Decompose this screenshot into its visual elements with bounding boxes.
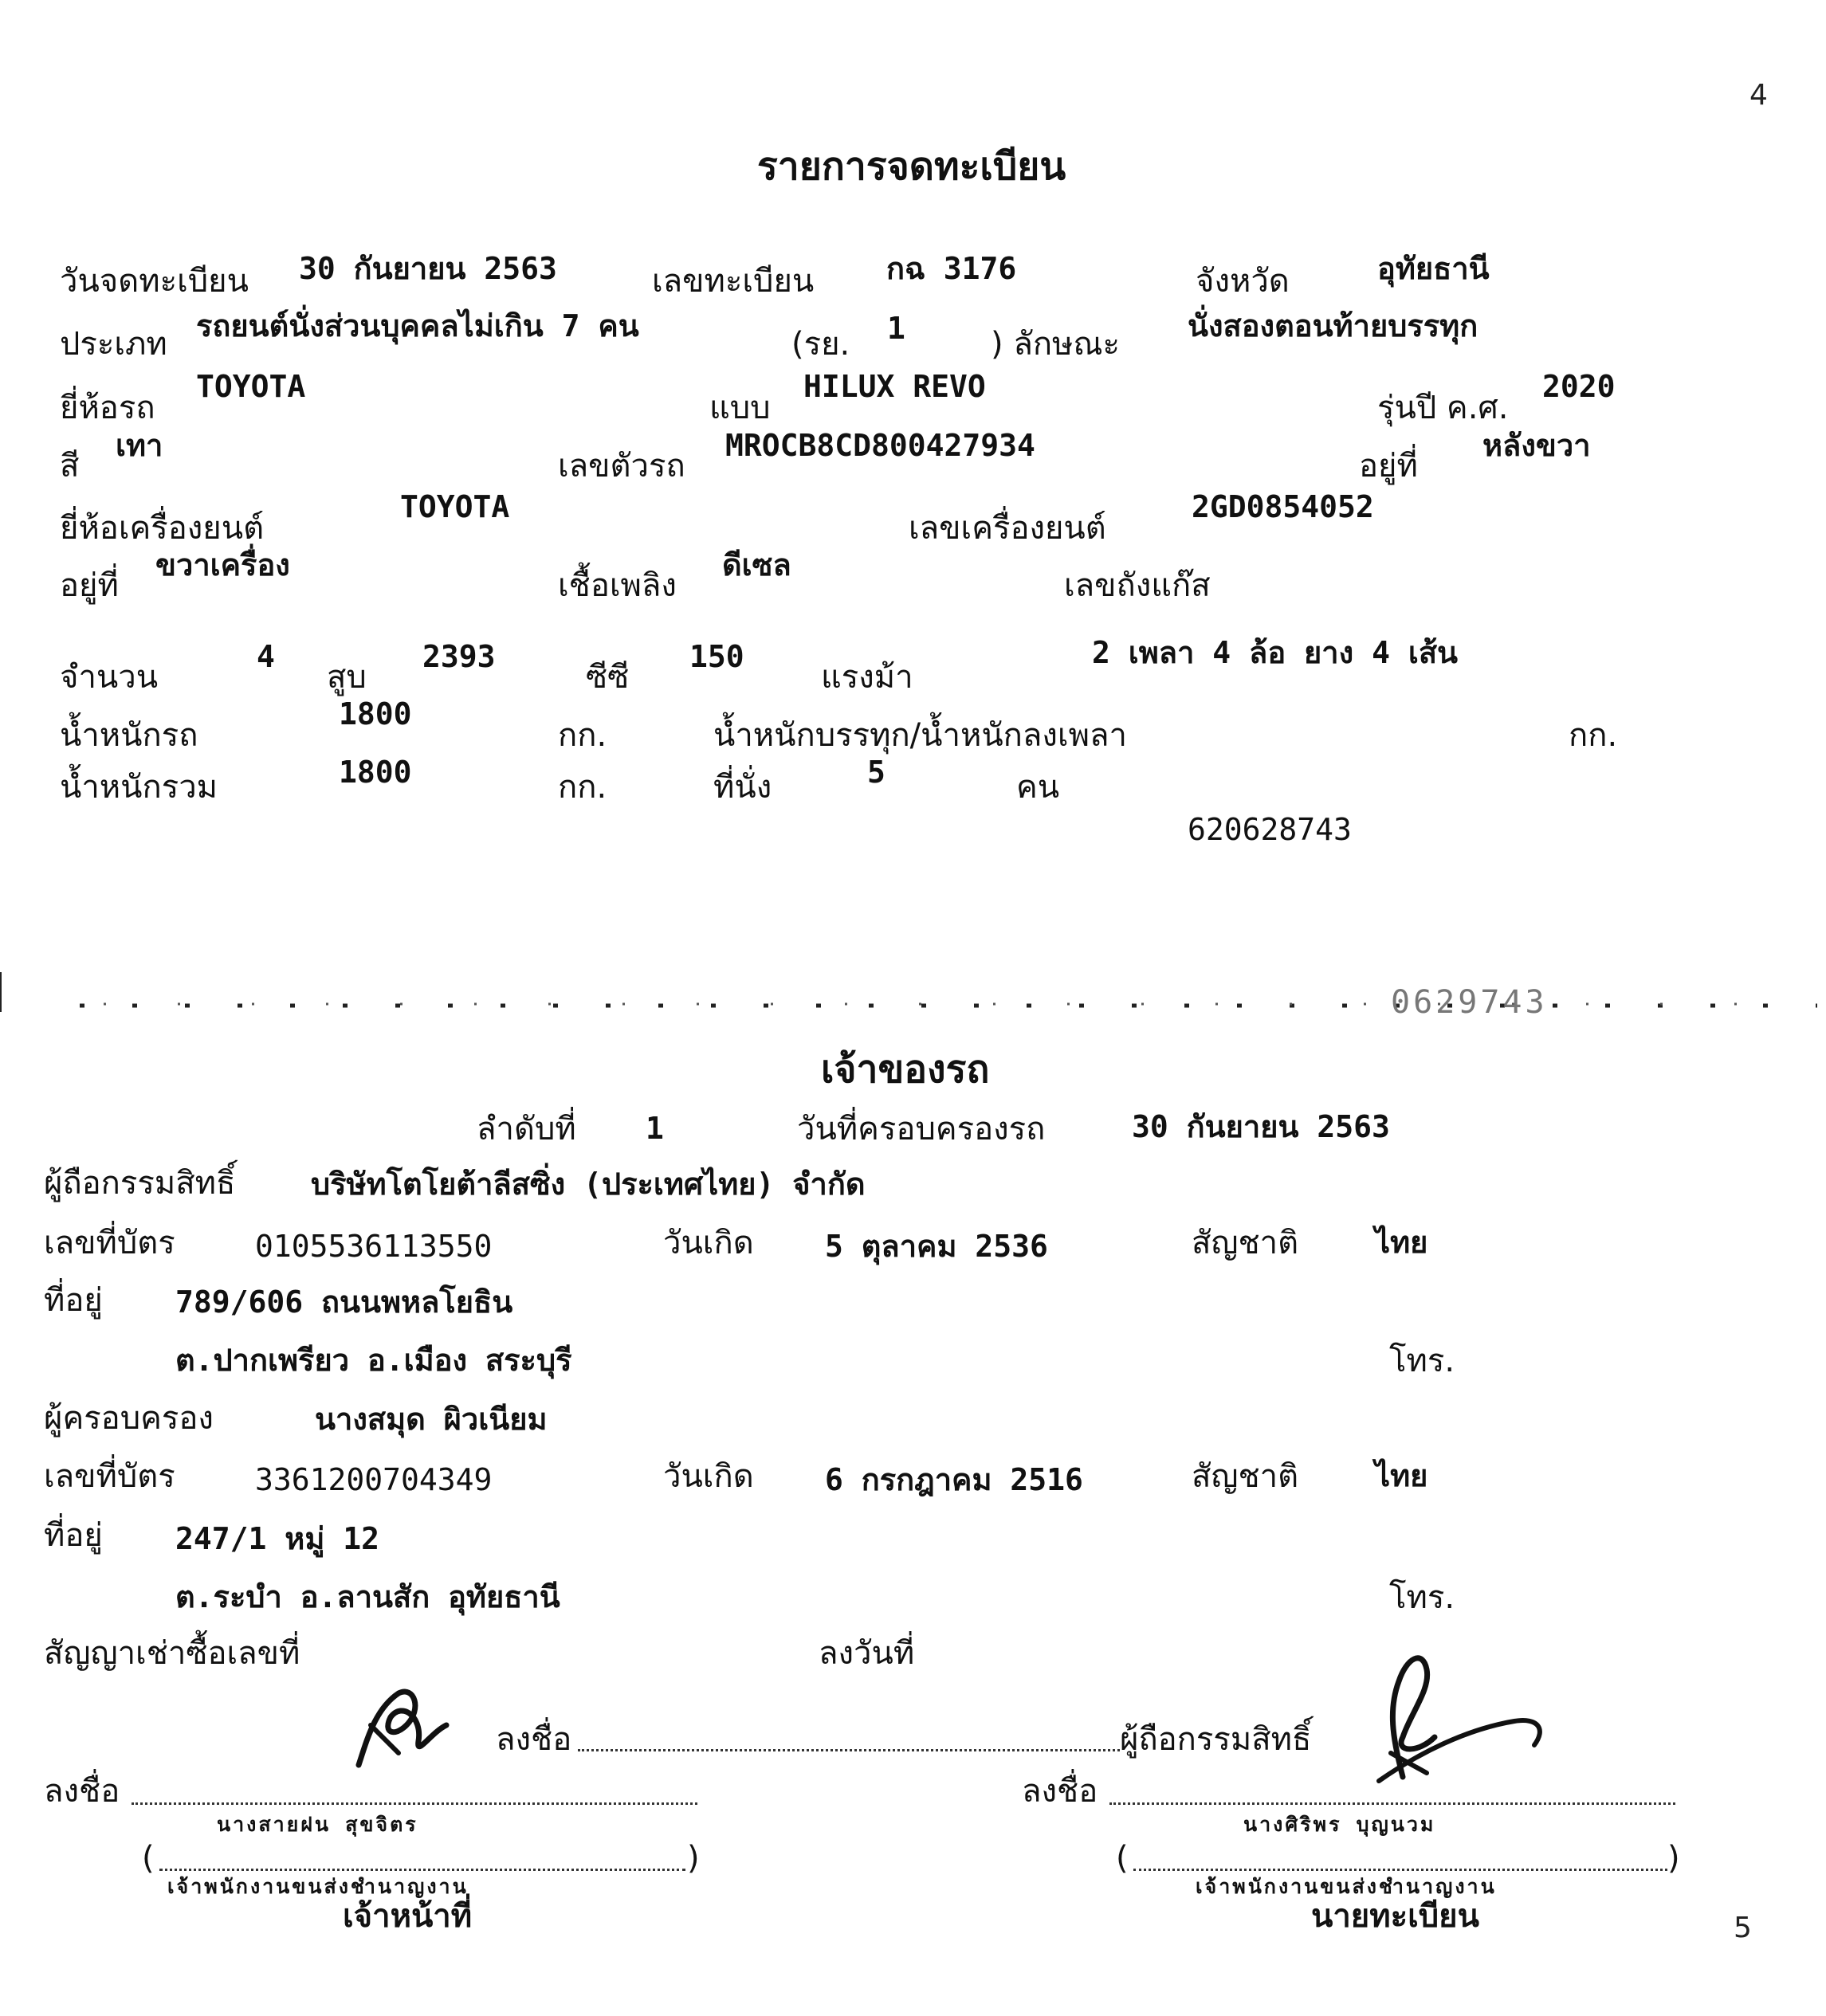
province-label: จังหวัด bbox=[1196, 263, 1290, 300]
owner-nationality-value: ไทย bbox=[1375, 1225, 1428, 1260]
registration-title: รายการจดทะเบียน bbox=[757, 144, 1066, 189]
left-open-paren: ( bbox=[142, 1840, 155, 1877]
right-sign-label: ลงชื่อ bbox=[1022, 1773, 1098, 1810]
owner-birth-value: 5 ตุลาคม 2536 bbox=[825, 1229, 1048, 1264]
contract-date-label: ลงวันที่ bbox=[819, 1635, 915, 1672]
gross-weight-value: 1800 bbox=[339, 755, 412, 790]
model-value: HILUX REVO bbox=[803, 369, 986, 404]
possessor-address-line1: 247/1 หมู่ 12 bbox=[175, 1521, 379, 1556]
owner-birth-label: วันเกิด bbox=[663, 1225, 754, 1261]
order-value: 1 bbox=[646, 1111, 664, 1146]
type-label: ประเภท bbox=[60, 326, 167, 363]
right-paren-line bbox=[1133, 1869, 1667, 1871]
owner-tel-label: โทร. bbox=[1389, 1343, 1455, 1379]
seats-value: 5 bbox=[867, 755, 886, 790]
vin-location-value: หลังขวา bbox=[1482, 428, 1591, 463]
contract-label: สัญญาเช่าซื้อเลขที่ bbox=[44, 1635, 300, 1672]
possession-date-value: 30 กันยายน 2563 bbox=[1132, 1109, 1390, 1144]
engine-brand-value: TOYOTA bbox=[400, 489, 510, 524]
possessor-nationality-label: สัญชาติ bbox=[1192, 1458, 1299, 1495]
owner-address-line2: ต.ปากเพรียว อ.เมือง สระบุรี bbox=[175, 1343, 572, 1378]
fuel-label: เชื้อเพลิง bbox=[558, 567, 677, 604]
axles-value: 2 เพลา 4 ล้อ ยาง 4 เส้น bbox=[1092, 635, 1458, 670]
faint-serial-stamp: 0629743 bbox=[1391, 984, 1548, 1021]
possession-date-label: วันที่ครอบครองรถ bbox=[797, 1111, 1046, 1147]
reg-date-value: 30 กันยายน 2563 bbox=[299, 251, 557, 286]
possessor-id-label: เลขที่บัตร bbox=[44, 1458, 175, 1495]
page-number-top: 4 bbox=[1749, 79, 1768, 112]
year-label: รุ่นปี ค.ศ. bbox=[1377, 390, 1509, 426]
left-sign-label: ลงชื่อ bbox=[44, 1773, 120, 1810]
ry-open: (รย. bbox=[791, 326, 850, 363]
owner-sign-label: ลงชื่อ bbox=[496, 1721, 572, 1758]
gas-tank-label: เลขถังแก๊ส bbox=[1064, 567, 1211, 604]
right-close-paren: ) bbox=[1667, 1840, 1680, 1877]
right-officer-position: เจ้าพนักงานขนส่งชำนาญงาน bbox=[1196, 1875, 1497, 1898]
weight-label: น้ำหนักรถ bbox=[60, 717, 198, 754]
cc-unit: ซีซี bbox=[586, 659, 630, 696]
left-paren-line bbox=[159, 1869, 685, 1871]
hp-value: 150 bbox=[689, 639, 744, 674]
owner-address-line1: 789/606 ถนนพหลโยธิน bbox=[175, 1285, 513, 1320]
owner-section-title: เจ้าของรถ bbox=[821, 1047, 990, 1092]
cylinders-value: 4 bbox=[257, 639, 275, 674]
page-number-bottom: 5 bbox=[1734, 1912, 1752, 1944]
registrar-signature-mark bbox=[1347, 1634, 1554, 1793]
owner-id-label: เลขที่บัตร bbox=[44, 1225, 175, 1261]
right-officer-name: นางศิริพร บุญนวม bbox=[1243, 1813, 1436, 1836]
seats-unit: คน bbox=[1016, 769, 1060, 806]
plate-value: กฉ 3176 bbox=[886, 251, 1017, 286]
right-open-paren: ( bbox=[1116, 1840, 1129, 1877]
year-value: 2020 bbox=[1542, 369, 1616, 404]
owner-sign-role: ผู้ถือกรรมสิทธิ์ bbox=[1120, 1721, 1312, 1758]
gross-weight-label: น้ำหนักรวม bbox=[60, 769, 218, 806]
right-sign-line bbox=[1109, 1802, 1675, 1805]
owner-nationality-label: สัญชาติ bbox=[1192, 1225, 1299, 1261]
possessor-birth-value: 6 กรกฎาคม 2516 bbox=[825, 1462, 1083, 1497]
color-value: เทา bbox=[116, 428, 163, 463]
scan-artifact-line bbox=[0, 956, 1826, 1020]
possessor-id-value: 3361200704349 bbox=[255, 1462, 493, 1497]
load-unit: กก. bbox=[1569, 717, 1618, 754]
color-label: สี bbox=[60, 448, 80, 484]
vin-location-label: อยู่ที่ bbox=[1359, 448, 1418, 484]
owner-id-value: 0105536113550 bbox=[255, 1229, 493, 1264]
plate-label: เลขทะเบียน bbox=[652, 263, 815, 300]
owner-signature-mark bbox=[343, 1677, 454, 1781]
model-label: แบบ bbox=[709, 390, 771, 426]
engine-location-label: อยู่ที่ bbox=[60, 567, 119, 604]
vin-label: เลขตัวรถ bbox=[558, 448, 685, 484]
brand-value: TOYOTA bbox=[196, 369, 306, 404]
possessor-address-label: ที่อยู่ bbox=[44, 1517, 103, 1554]
cc-value: 2393 bbox=[422, 639, 496, 674]
engine-no-value: 2GD0854052 bbox=[1192, 489, 1374, 524]
engine-no-label: เลขเครื่องยนต์ bbox=[909, 510, 1106, 547]
left-officer-name: นางสายฝน สุขจิตร bbox=[217, 1813, 418, 1836]
brand-label: ยี่ห้อรถ bbox=[60, 390, 155, 426]
weight-unit: กก. bbox=[558, 717, 607, 754]
body-style-value: นั่งสองตอนท้ายบรรทุก bbox=[1188, 308, 1478, 343]
left-sign-line bbox=[132, 1802, 697, 1805]
possessor-label: ผู้ครอบครอง bbox=[44, 1400, 214, 1437]
ry-value: 1 bbox=[887, 311, 905, 346]
left-close-paren: ) bbox=[687, 1840, 700, 1877]
fuel-value: ดีเซล bbox=[722, 547, 791, 582]
engine-brand-label: ยี่ห้อเครื่องยนต์ bbox=[60, 510, 265, 547]
left-officer-role: เจ้าหน้าที่ bbox=[343, 1898, 473, 1935]
load-label: น้ำหนักบรรทุก/น้ำหนักลงเพลา bbox=[713, 717, 1127, 754]
province-value: อุทัยธานี bbox=[1377, 251, 1490, 286]
owner-sign-line bbox=[578, 1749, 1120, 1751]
vin-value: MROCB8CD800427934 bbox=[725, 428, 1035, 463]
right-officer-role: นายทะเบียน bbox=[1311, 1898, 1479, 1935]
possessor-address-line2: ต.ระบำ อ.ลานสัก อุทัยธานี bbox=[175, 1579, 560, 1614]
owner-address-label: ที่อยู่ bbox=[44, 1282, 103, 1319]
ry-close-body-label: ) ลักษณะ bbox=[991, 326, 1121, 363]
seats-label: ที่นั่ง bbox=[713, 769, 772, 806]
gross-weight-unit: กก. bbox=[558, 769, 607, 806]
possessor-tel-label: โทร. bbox=[1389, 1579, 1455, 1616]
count-label: จำนวน bbox=[60, 659, 159, 696]
weight-value: 1800 bbox=[339, 696, 412, 731]
order-label: ลำดับที่ bbox=[477, 1111, 576, 1147]
engine-location-value: ขวาเครื่อง bbox=[155, 547, 290, 582]
reg-date-label: วันจดทะเบียน bbox=[60, 263, 249, 300]
type-value: รถยนต์นั่งส่วนบุคคลไม่เกิน 7 คน bbox=[196, 308, 639, 343]
hp-unit: แรงม้า bbox=[821, 659, 913, 696]
cylinders-unit: สูบ bbox=[327, 659, 367, 696]
possessor-value: นางสมุด ผิวเนียม bbox=[315, 1402, 548, 1437]
owner-label: ผู้ถือกรรมสิทธิ์ bbox=[44, 1165, 236, 1202]
possessor-birth-label: วันเกิด bbox=[663, 1458, 754, 1495]
serial-number: 620628743 bbox=[1188, 812, 1352, 847]
possessor-nationality-value: ไทย bbox=[1375, 1458, 1428, 1493]
owner-value: บริษัทโตโยต้าลีสซิ่ง (ประเทศไทย) จำกัด bbox=[311, 1167, 866, 1202]
left-officer-position: เจ้าพนักงานขนส่งชำนาญงาน bbox=[167, 1875, 469, 1898]
